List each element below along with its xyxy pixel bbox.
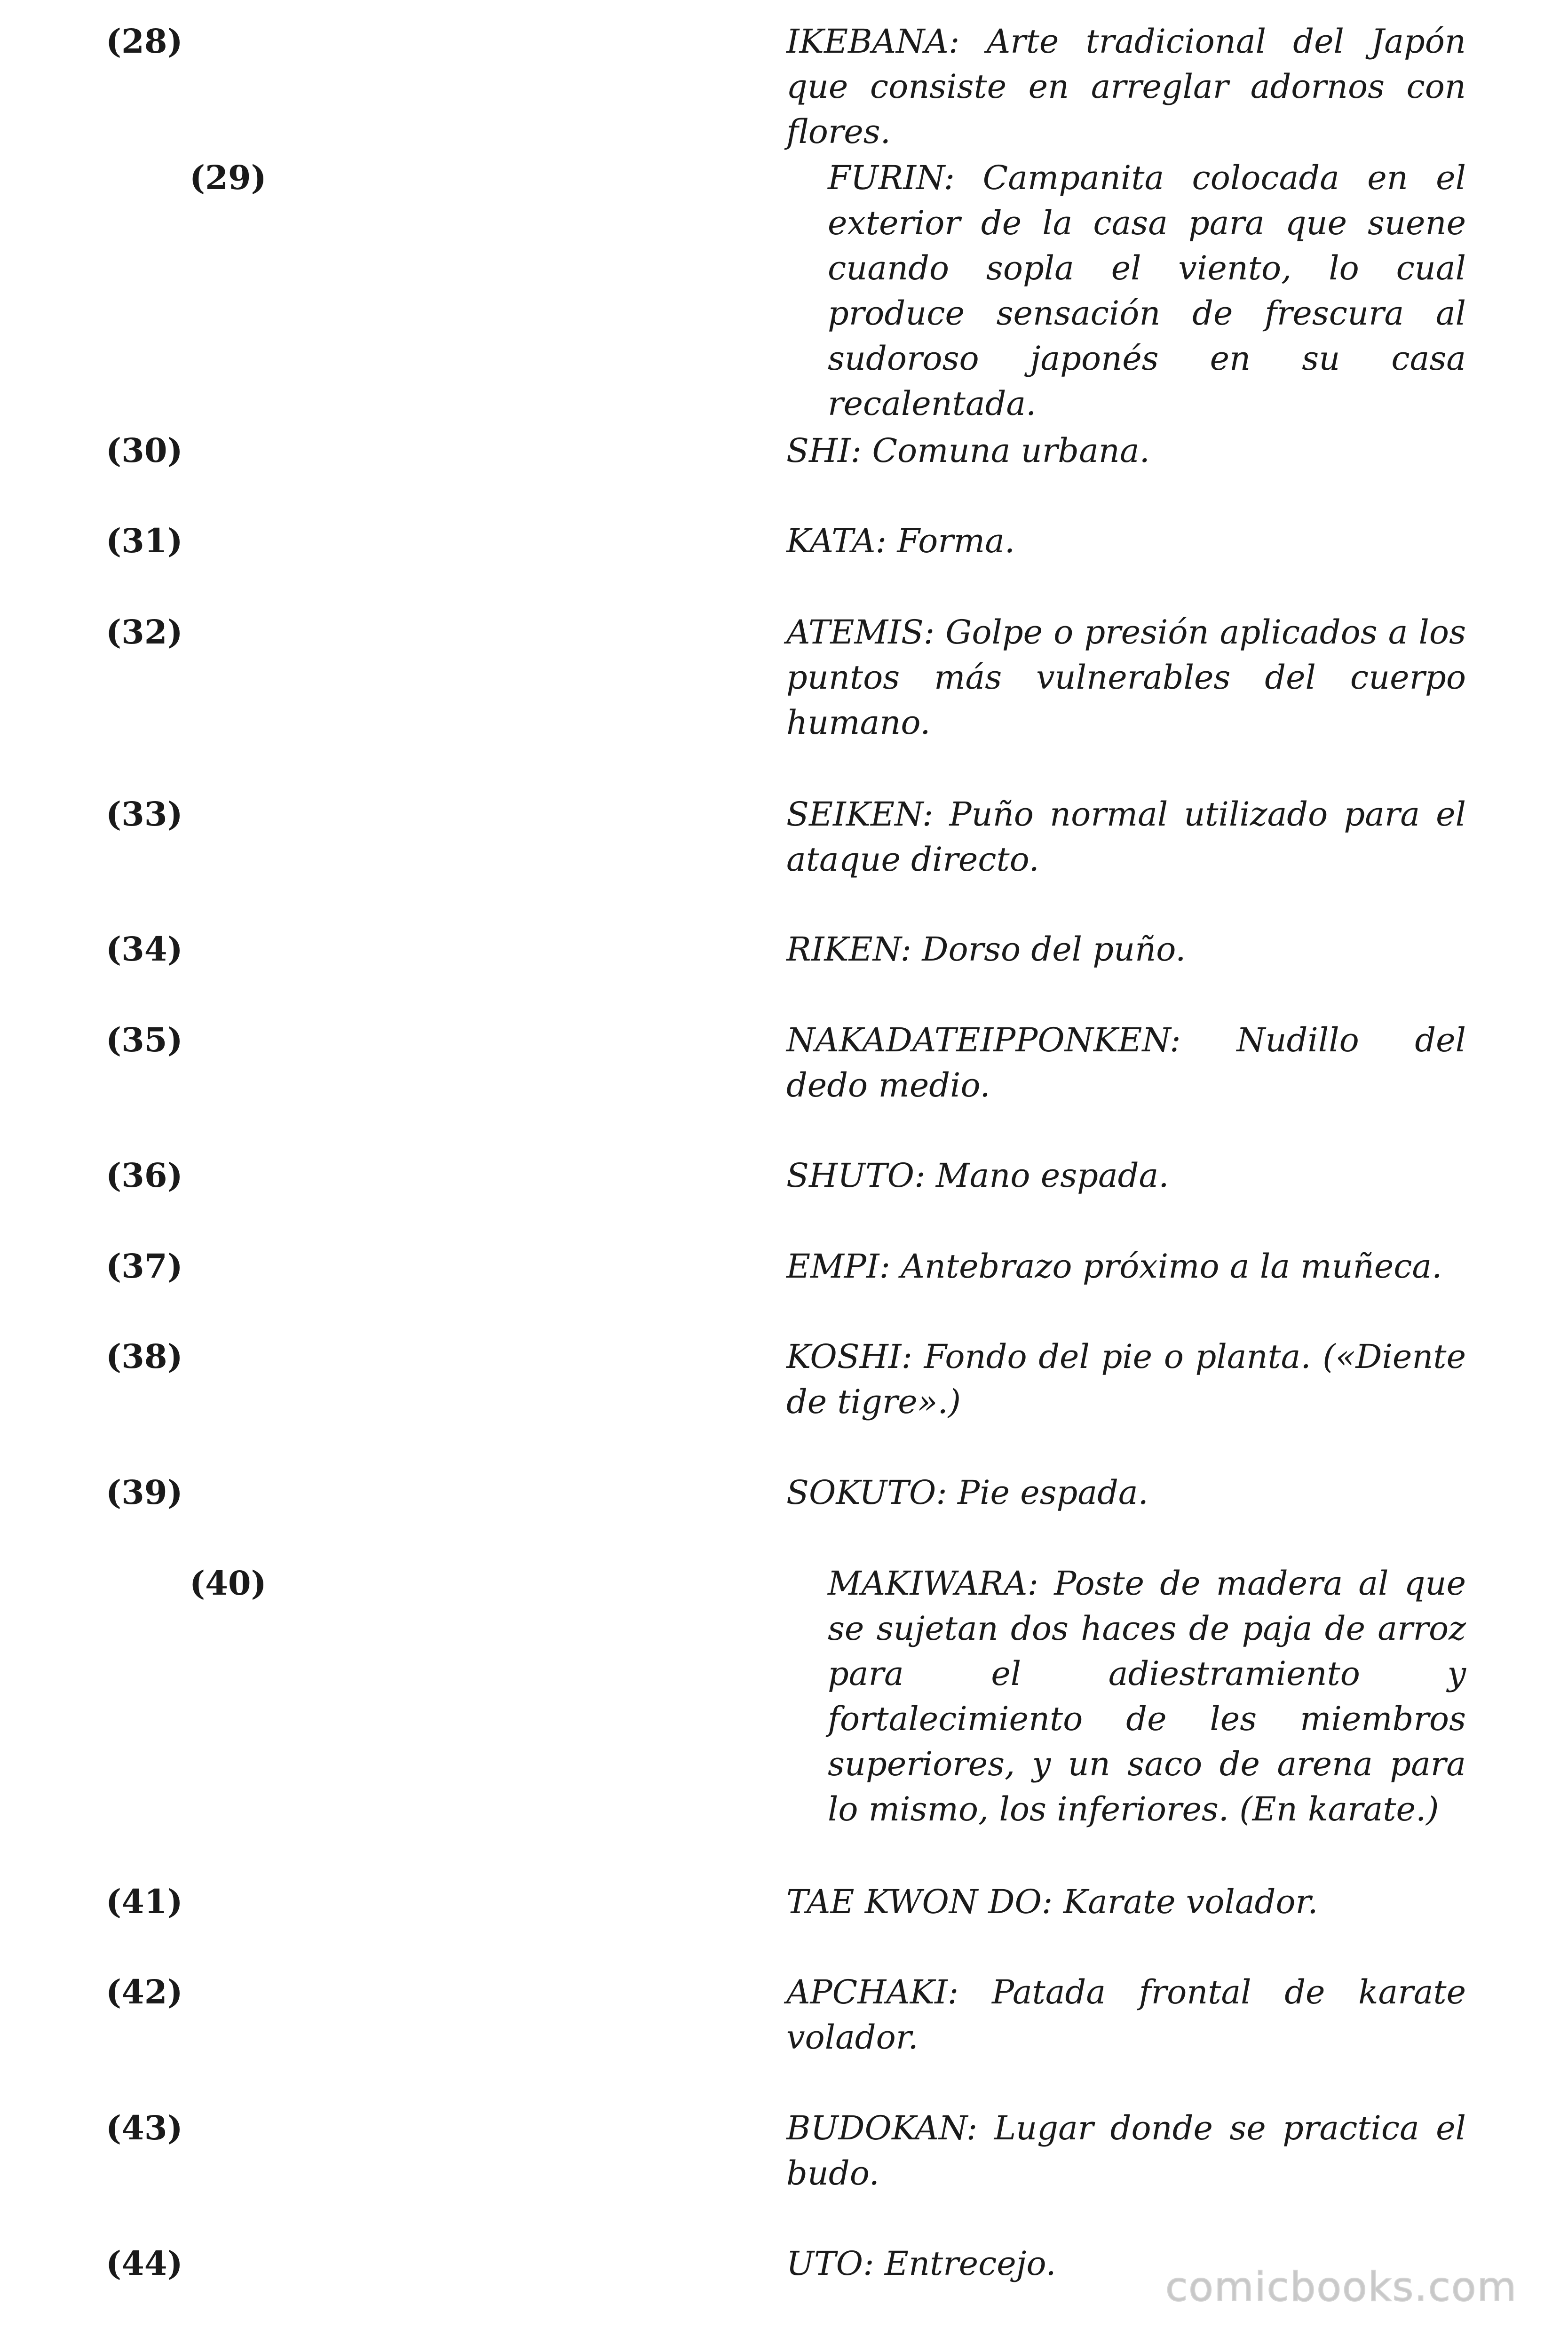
entry-number: (39) [106, 1473, 183, 1512]
entry-number: (34) [106, 930, 183, 969]
entry-number: (42) [106, 1972, 183, 2011]
entry-number: (41) [106, 1882, 183, 1921]
entry-number: (35) [106, 1020, 183, 1059]
entry-number: (31) [106, 521, 183, 560]
entry-definition: UTO: Entrecejo. [786, 2244, 1056, 2283]
entry-number: (36) [106, 1156, 183, 1195]
entry-definition: MAKIWARA: Poste de madera al que se sujetan dos haces de paja de arroz para el adiestramiento y fortalecimiento de les miembros superiores, y un saco de arena para lo mismo, los inferiores. (En karate.) [828, 1564, 1466, 1828]
entry-number: (32) [106, 612, 183, 652]
entry-definition: SOKUTO: Pie espada. [786, 1473, 1148, 1512]
entry-definition: KOSHI: Fondo del pie o planta. («Diente de tigre».) [786, 1337, 1466, 1421]
entry-definition: SEIKEN: Puño normal utilizado para el ataque directo. [786, 795, 1466, 879]
entry-definition: KATA: Forma. [786, 522, 1015, 560]
entry-definition: EMPI: Antebrazo próximo a la muñeca. [786, 1247, 1442, 1286]
entry-number: (38) [106, 1337, 183, 1376]
entry-definition: APCHAKI: Patada frontal de karate volador. [786, 1973, 1466, 2057]
entry-definition: NAKADATEIPPONKEN: Nudillo del dedo medio. [786, 1021, 1466, 1104]
watermark: comicbooks.com [1165, 2264, 1518, 2311]
entry-definition: SHI: Comuna urbana. [786, 431, 1150, 470]
entry-number: (30) [106, 431, 183, 470]
entry-number: (40) [190, 1564, 267, 1603]
entry-number: (44) [106, 2244, 183, 2283]
entry-number: (33) [106, 795, 183, 834]
entry-number: (29) [190, 158, 267, 197]
entry-definition: FURIN: Campanita colocada en el exterior de la casa para que suene cuando sopla el viento, lo cual produce sensación de frescura al sudoroso japonés en su casa recalentada. [828, 159, 1466, 423]
entry-number: (37) [106, 1247, 183, 1286]
entry-definition: ATEMIS: Golpe o presión aplicados a los puntos más vulnerables del cuerpo humano. [786, 613, 1466, 742]
entry-number: (28) [106, 22, 183, 61]
entry-definition: SHUTO: Mano espada. [786, 1156, 1169, 1195]
entry-number: (43) [106, 2108, 183, 2147]
entry-definition: IKEBANA: Arte tradicional del Japón que consiste en arreglar adornos con flores. [786, 22, 1466, 151]
entry-definition: RIKEN: Dorso del puño. [786, 930, 1186, 969]
entry-definition: BUDOKAN: Lugar donde se practica el budo. [786, 2109, 1466, 2193]
entry-definition: TAE KWON DO: Karate volador. [786, 1883, 1318, 1921]
